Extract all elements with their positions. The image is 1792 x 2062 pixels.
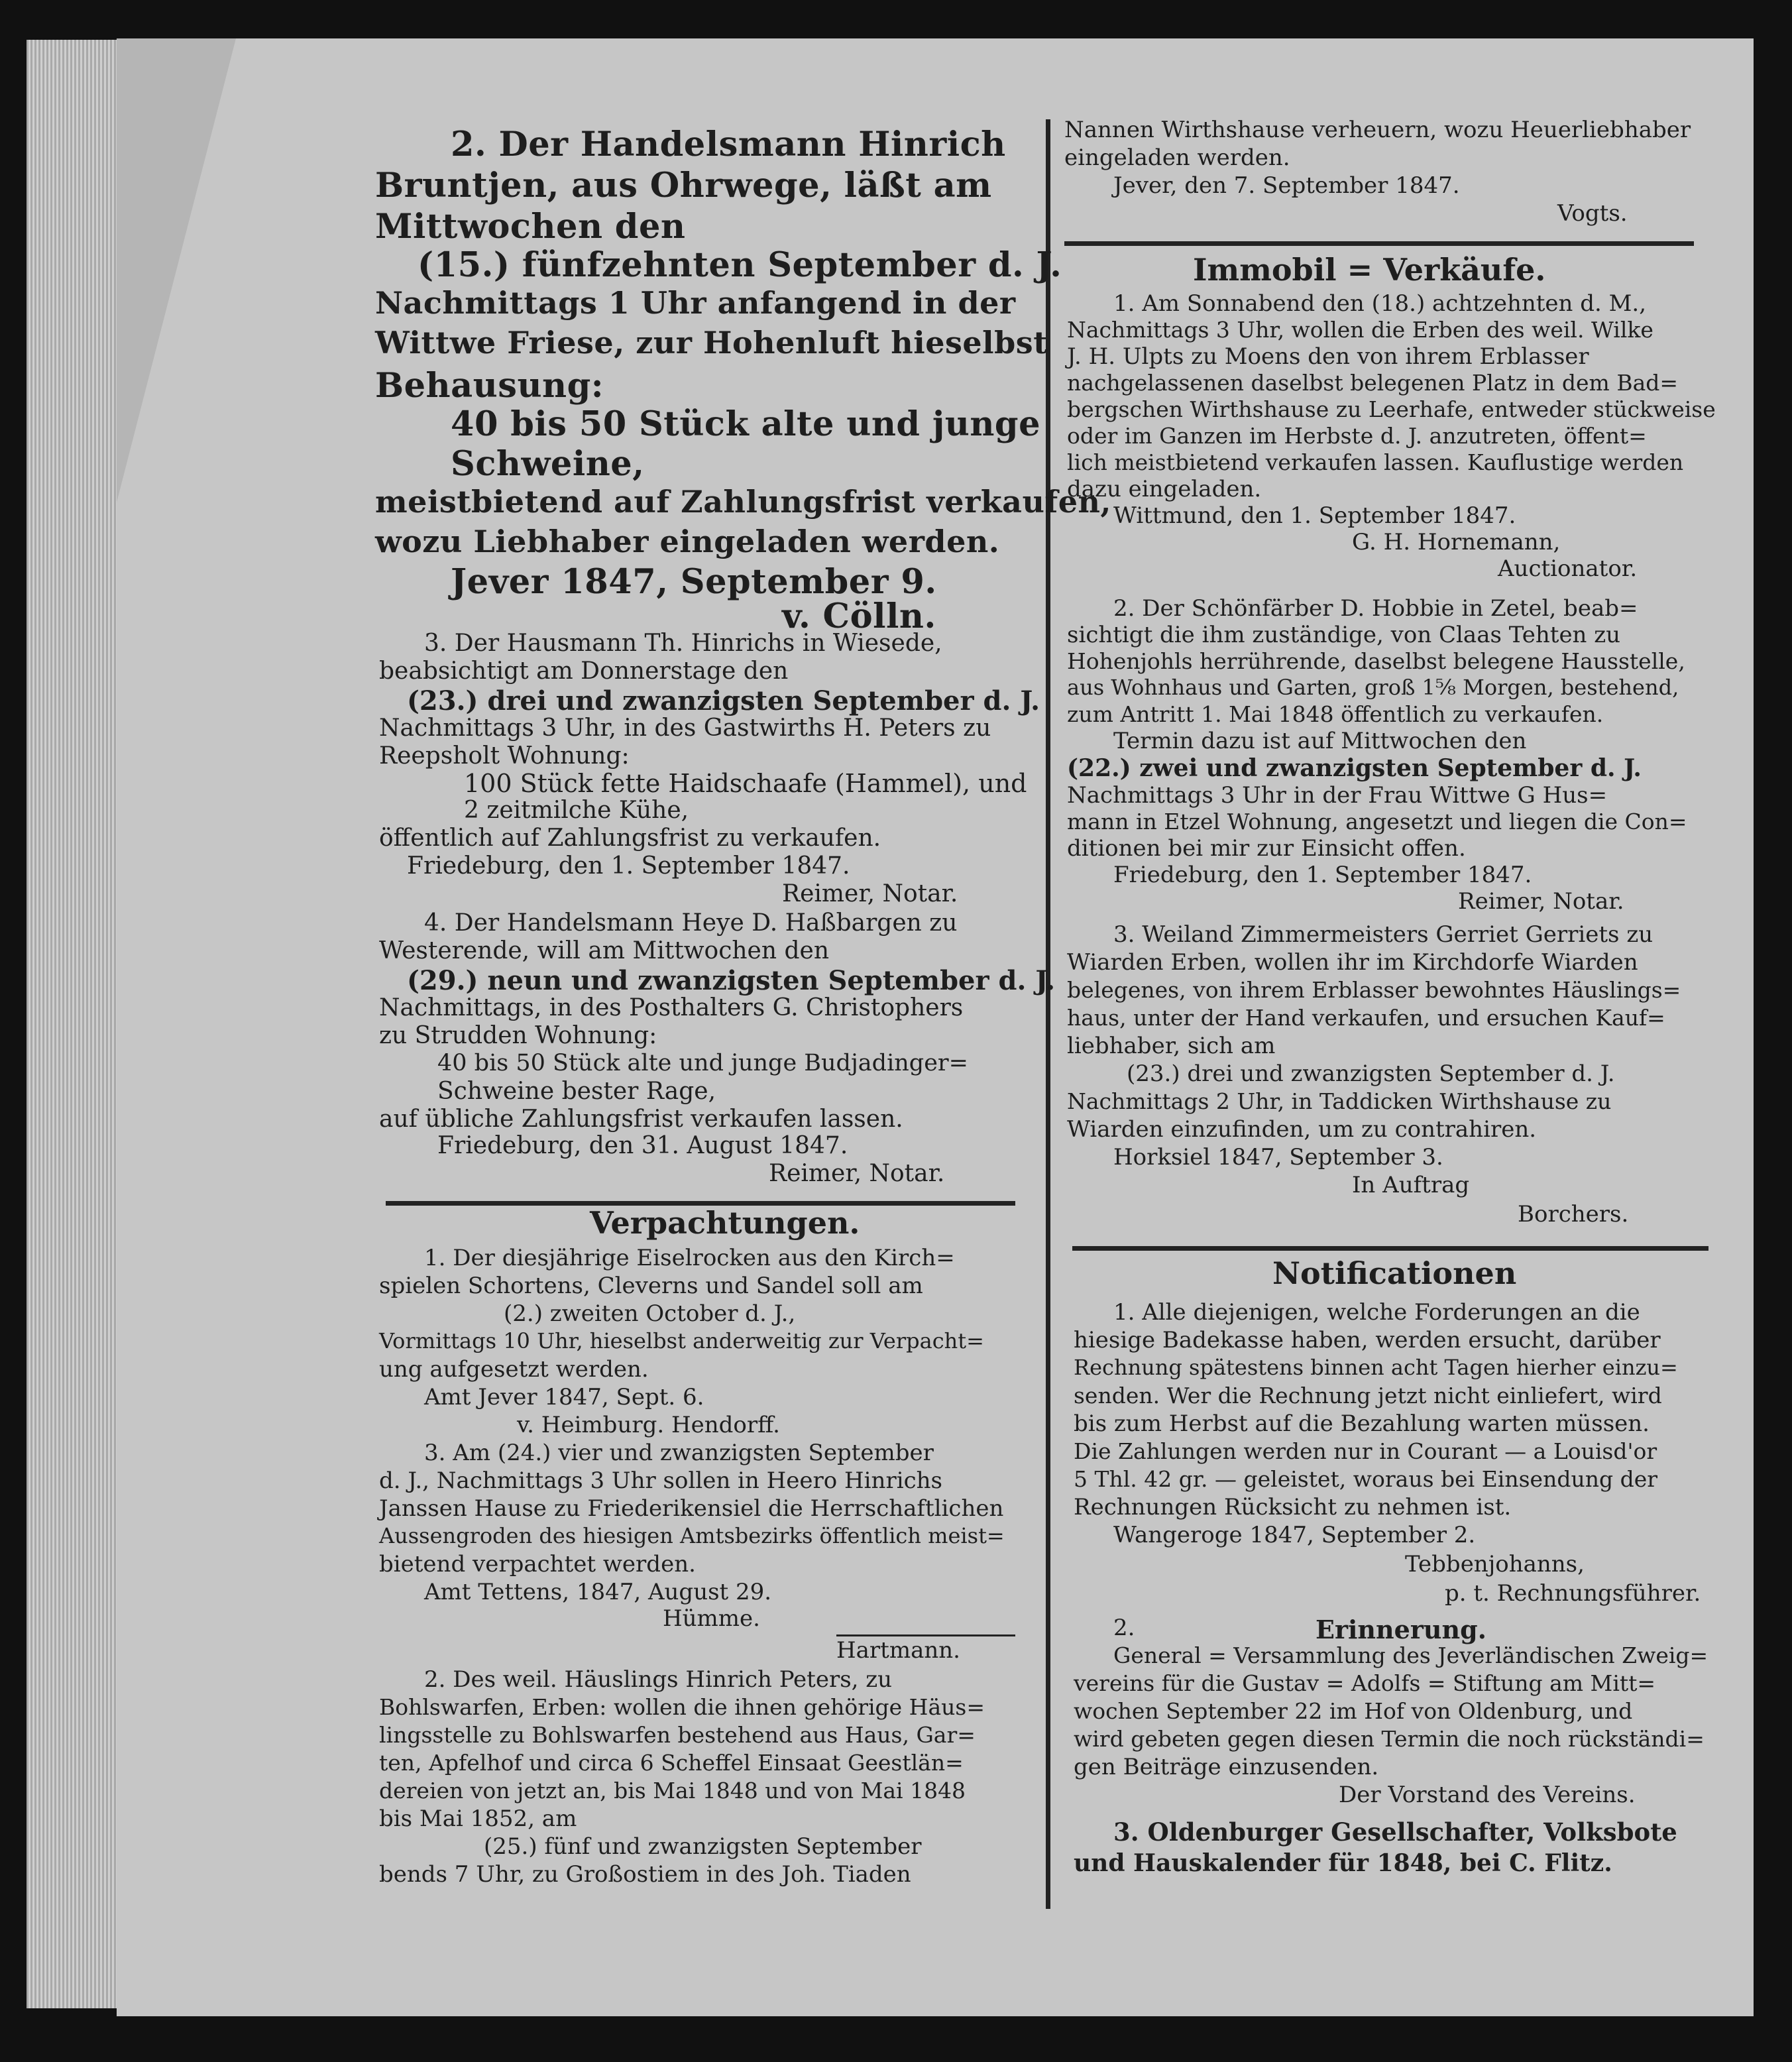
verp-line: Janssen Hause zu Friederikensiel die Herrschaftlichen <box>379 1495 1004 1522</box>
verp-line: (2.) zweiten October d. J., <box>504 1300 796 1327</box>
imm-line: Termin dazu ist auf Mittwochen den <box>1113 728 1527 754</box>
section-rule <box>1064 241 1694 246</box>
notif-line: p. t. Rechnungsführer. <box>1445 1580 1701 1607</box>
verp-line: Hartmann. <box>836 1637 960 1664</box>
imm-line: mann in Etzel Wohnung, angesetzt und liegen die Con= <box>1067 809 1687 834</box>
verp-line: Vormittags 10 Uhr, hieselbst anderweitig zur Verpacht= <box>379 1328 984 1353</box>
ad4-line: auf übliche Zahlungsfrist verkaufen lassen. <box>379 1106 903 1133</box>
ad3-line: Friedeburg, den 1. September 1847. <box>407 852 850 880</box>
notif-line: und Hauskalender für 1848, bei C. Flitz. <box>1074 1849 1612 1877</box>
verp-line: Hümme. <box>663 1605 760 1632</box>
verp-line: 2. Des weil. Häuslings Hinrich Peters, zu <box>424 1666 893 1693</box>
notif-line: Die Zahlungen werden nur in Courant — a Louisd'or <box>1074 1438 1657 1464</box>
notif-line: vereins für die Gustav = Adolfs = Stiftung am Mitt= <box>1074 1670 1656 1696</box>
ad2-line: Wittwe Friese, zur Hohenluft hieselbst <box>375 325 1048 361</box>
verp-line: v. Heimburg. Hendorff. <box>517 1412 780 1438</box>
verp-line: 1. Der diesjährige Eiselrocken aus den Kirch= <box>424 1245 955 1271</box>
notif-line: Tebbenjohanns, <box>1405 1551 1585 1577</box>
notif-line: Rechnungen Rücksicht zu nehmen ist. <box>1074 1494 1512 1520</box>
ad2-line: Jever 1847, September 9. <box>451 562 937 602</box>
notif-line: Der Vorstand des Vereins. <box>1339 1782 1636 1808</box>
verp-line: Aussengroden des hiesigen Amtsbezirks öffentlich meist= <box>379 1523 1005 1548</box>
verp-line: Bohlswarfen, Erben: wollen die ihnen gehörige Häus= <box>379 1694 985 1720</box>
ad3-line: 100 Stück fette Haidschaafe (Hammel), und <box>464 769 1027 798</box>
ad2-line: (15.) fünfzehnten September d. J. <box>418 245 1062 285</box>
ad3-line: Nachmittags 3 Uhr, in des Gastwirths H. Peters zu <box>379 715 991 742</box>
imm-line: bergschen Wirthshause zu Leerhafe, entweder stückweise <box>1067 396 1716 422</box>
imm-line: lich meistbietend verkaufen lassen. Kauflustige werden <box>1067 449 1684 475</box>
ad4-line: 4. Der Handelsmann Heye D. Haßbargen zu <box>424 909 958 937</box>
notif-line: gen Beiträge einzusenden. <box>1074 1754 1379 1780</box>
imm-line: belegenes, von ihrem Erblasser bewohntes Häuslings= <box>1067 977 1681 1003</box>
notif-line: senden. Wer die Rechnung jetzt nicht einliefert, wird <box>1074 1383 1662 1408</box>
ad2-line: Behausung: <box>375 366 604 406</box>
imm-line: Nachmittags 2 Uhr, in Taddicken Wirthshause zu <box>1067 1088 1612 1114</box>
verp-line: bietend verpachtet werden. <box>379 1551 696 1577</box>
imm-line: Horksiel 1847, September 3. <box>1113 1144 1443 1171</box>
imm-line: Nachmittags 3 Uhr, wollen die Erben des weil. Wilke <box>1067 317 1653 343</box>
ad4-line: Nachmittags, in des Posthalters G. Christophers <box>379 994 964 1021</box>
ad3-line: Reepsholt Wohnung: <box>379 742 630 770</box>
imm-line: 2. Der Schönfärber D. Hobbie in Zetel, beab= <box>1113 595 1638 622</box>
imm-line: Reimer, Notar. <box>1458 888 1624 915</box>
verp-line: bis Mai 1852, am <box>379 1805 577 1832</box>
verp-line: 3. Am (24.) vier und zwanzigsten September <box>424 1440 934 1466</box>
imm-line: ditionen bei mir zur Einsicht offen. <box>1067 835 1466 862</box>
verp-line: Amt Tettens, 1847, August 29. <box>424 1579 772 1605</box>
verp-line: Amt Jever 1847, Sept. 6. <box>424 1384 704 1410</box>
notif-line: Rechnung spätestens binnen acht Tagen hierher einzu= <box>1074 1355 1678 1380</box>
notificationen-heading: Notificationen <box>1272 1255 1517 1291</box>
top-line: Nannen Wirthshause verheuern, wozu Heuerliebhaber <box>1064 117 1691 143</box>
imm-line: Wittmund, den 1. September 1847. <box>1113 502 1516 529</box>
notif-line: General = Versammlung des Jeverländischen Zweig= <box>1113 1642 1708 1668</box>
imm-signature: Borchers. <box>1518 1201 1629 1228</box>
imm-line: Hohenjohls herrührende, daselbst belegene Hausstelle, <box>1067 648 1685 674</box>
section-rule <box>1072 1246 1708 1251</box>
verp-line: lingsstelle zu Bohlswarfen bestehend aus Haus, Gar= <box>379 1722 976 1748</box>
imm-line: G. H. Hornemann, <box>1352 529 1561 555</box>
top-line: eingeladen werden. <box>1064 144 1290 171</box>
imm-line: dazu eingeladen. <box>1067 476 1262 502</box>
ad3-line: 2 zeitmilche Kühe, <box>464 797 689 824</box>
imm-line: zum Antritt 1. Mai 1848 öffentlich zu verkaufen. <box>1067 701 1604 727</box>
ad4-signature: Reimer, Notar. <box>769 1160 945 1187</box>
notif-line: wird gebeten gegen diesen Termin die noch rückständi= <box>1074 1726 1705 1752</box>
notif-line: hiesige Badekasse haben, werden ersucht, darüber <box>1074 1327 1661 1353</box>
verp-line: ten, Apfelhof und circa 6 Scheffel Einsaat Geestlän= <box>379 1750 964 1776</box>
ad4-line: Schweine bester Rage, <box>437 1078 716 1105</box>
verp-line: ung aufgesetzt werden. <box>379 1356 649 1383</box>
imm-line: oder im Ganzen im Herbste d. J. anzutreten, öffent= <box>1067 423 1647 449</box>
ad3-line: öffentlich auf Zahlungsfrist zu verkaufen. <box>379 825 881 852</box>
ad4-line: Westerende, will am Mittwochen den <box>379 937 830 964</box>
imm-line: liebhaber, sich am <box>1067 1033 1276 1059</box>
ad2-line: Nachmittags 1 Uhr anfangend in der <box>375 285 1016 321</box>
imm-line: nachgelassenen daselbst belegenen Platz in dem Bad= <box>1067 370 1679 396</box>
ad2-line: Mittwochen den <box>375 207 686 247</box>
ad2-line: 40 bis 50 Stück alte und junge <box>451 404 1041 444</box>
imm-line: (23.) drei und zwanzigsten September d. J. <box>1127 1060 1615 1087</box>
notif-line: 2. <box>1113 1615 1135 1641</box>
verp-line: bends 7 Uhr, zu Großostiem in des Joh. Tiaden <box>379 1861 911 1888</box>
ad4-line: 40 bis 50 Stück alte und junge Budjadinger= <box>437 1050 968 1076</box>
notif-line: wochen September 22 im Hof von Oldenburg, und <box>1074 1698 1633 1724</box>
imm-line: Wiarden Erben, wollen ihr im Kirchdorfe Wiarden <box>1067 949 1638 976</box>
imm-line: 1. Am Sonnabend den (18.) achtzehnten d. M., <box>1113 290 1647 317</box>
imm-line: sichtigt die ihm zuständige, von Claas Tehten zu <box>1067 622 1621 648</box>
immobil-heading: Immobil = Verkäufe. <box>1193 252 1546 288</box>
column-divider <box>1046 119 1050 1909</box>
imm-line: Nachmittags 3 Uhr in der Frau Wittwe G Hus= <box>1067 782 1608 809</box>
folded-page-corner <box>117 38 236 502</box>
imm-line: J. H. Ulpts zu Moens den von ihrem Erblasser <box>1067 343 1589 370</box>
imm-line: aus Wohnhaus und Garten, groß 1⅝ Morgen, bestehend, <box>1067 675 1679 700</box>
ad4-line: Friedeburg, den 31. August 1847. <box>437 1132 848 1159</box>
erinnerung-heading: Erinnerung. <box>1316 1615 1486 1644</box>
imm-line: Friedeburg, den 1. September 1847. <box>1113 862 1532 888</box>
signature-rule <box>836 1634 1015 1636</box>
imm-line: Wiarden einzufinden, um zu contrahiren. <box>1067 1116 1537 1143</box>
ad2-line: meistbietend auf Zahlungsfrist verkaufen, <box>375 484 1111 520</box>
verpachtungen-heading: Verpachtungen. <box>590 1205 860 1241</box>
verp-line: dereien von jetzt an, bis Mai 1848 und von Mai 1848 <box>379 1778 966 1804</box>
ad3-line: beabsichtigt am Donnerstage den <box>379 658 789 685</box>
top-line: Jever, den 7. September 1847. <box>1113 172 1460 199</box>
notif-line: 1. Alle diejenigen, welche Forderungen an die <box>1113 1299 1640 1326</box>
ad3-signature: Reimer, Notar. <box>782 880 958 907</box>
ad2-signature: v. Cölln. <box>782 597 936 636</box>
ad4-line: zu Strudden Wohnung: <box>379 1022 657 1049</box>
imm-line: 3. Weiland Zimmermeisters Gerriet Gerriets zu <box>1113 921 1653 948</box>
imm-line: haus, unter der Hand verkaufen, und ersuchen Kauf= <box>1067 1005 1665 1031</box>
ad2-line: wozu Liebhaber eingeladen werden. <box>375 524 1000 559</box>
ad2-line: 2. Der Handelsmann Hinrich <box>451 125 1006 164</box>
verp-line: spielen Schortens, Cleverns und Sandel soll am <box>379 1273 923 1299</box>
verp-line: (25.) fünf und zwanzigsten September <box>484 1833 922 1860</box>
notif-line: 5 Thl. 42 gr. — geleistet, woraus bei Einsendung der <box>1074 1466 1657 1492</box>
verp-line: d. J., Nachmittags 3 Uhr sollen in Heero Hinrichs <box>379 1467 942 1494</box>
notif-line: Wangeroge 1847, September 2. <box>1113 1522 1476 1548</box>
ad3-line: (23.) drei und zwanzigsten September d. J. <box>407 685 1040 716</box>
ad2-line: Schweine, <box>451 444 645 484</box>
imm-line: In Auftrag <box>1352 1172 1470 1198</box>
ad3-line: 3. Der Hausmann Th. Hinrichs in Wiesede, <box>424 630 942 657</box>
imm-line: (22.) zwei und zwanzigsten September d. J. <box>1067 754 1642 782</box>
ad4-line: (29.) neun und zwanzigsten September d. J. <box>407 965 1056 996</box>
top-signature: Vogts. <box>1557 200 1628 227</box>
notif-line: bis zum Herbst auf die Bezahlung warten müssen. <box>1074 1410 1650 1437</box>
ad2-line: Bruntjen, aus Ohrwege, läßt am <box>375 166 992 205</box>
imm-line: Auctionator. <box>1498 555 1638 582</box>
notif-line: 3. Oldenburger Gesellschafter, Volksbote <box>1113 1817 1677 1847</box>
